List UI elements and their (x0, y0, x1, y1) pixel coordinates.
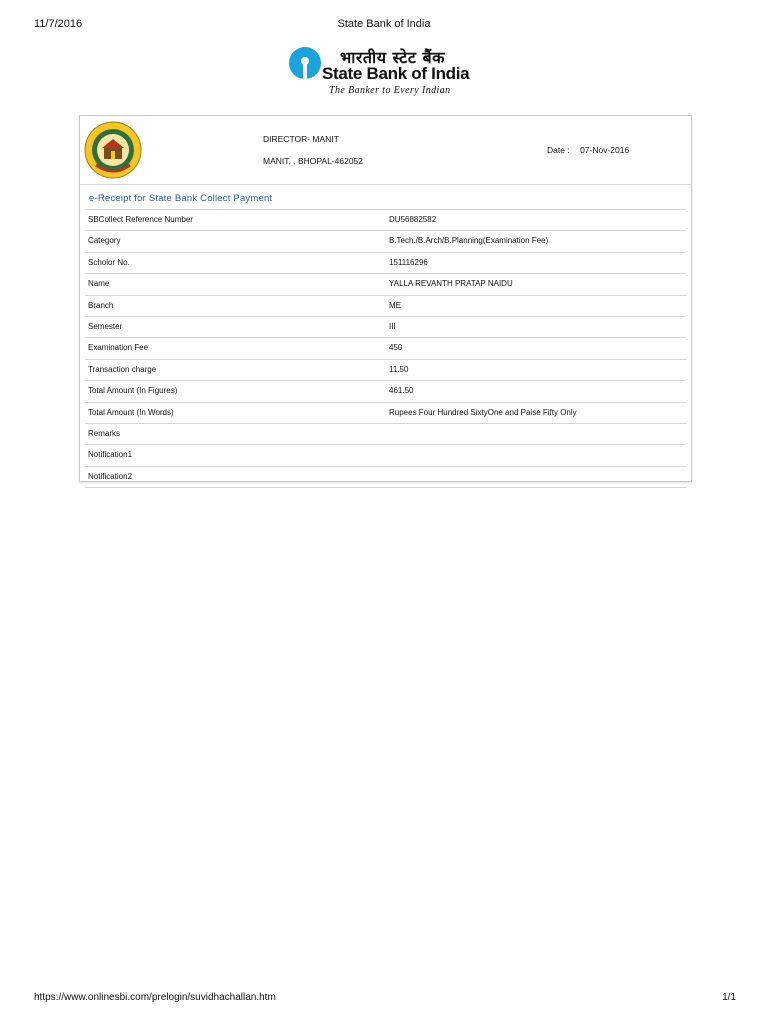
field-label: Branch (88, 300, 114, 310)
field-value: 461.50 (389, 386, 414, 396)
sbi-keyhole-icon (288, 46, 322, 80)
field-label: Name (88, 279, 110, 289)
print-footer-url: https://www.onlinesbi.com/prelogin/suvidhachallan.htm (34, 992, 276, 1003)
payee-name: DIRECTOR- MANIT (263, 134, 339, 144)
print-page-title: State Bank of India (337, 18, 431, 30)
field-label: Transaction charge (88, 364, 157, 374)
print-page-number: 1/1 (722, 992, 736, 1003)
field-value: ME (389, 300, 401, 310)
field-value: B.Tech./B.Arch/B.Planning(Examination Fee) (389, 236, 549, 246)
table-row (85, 209, 686, 230)
receipt-fields-table (85, 209, 686, 488)
table-row (85, 273, 686, 294)
field-value: 151116296 (389, 257, 428, 267)
field-label: Semester (88, 321, 123, 331)
table-row (85, 359, 686, 380)
institute-emblem-icon (84, 121, 142, 179)
date-label: Date : (547, 145, 570, 155)
field-label: Total Amount (In Words) (88, 407, 174, 417)
table-row (85, 402, 686, 423)
header-divider (80, 184, 691, 185)
table-row (85, 380, 686, 401)
sbi-hindi-name: भारतीय स्टेट बैंक (340, 48, 445, 67)
sbi-english-name: State Bank of India (322, 64, 470, 83)
field-label: Category (88, 236, 121, 246)
field-value: III (389, 321, 396, 331)
receipt-date (547, 145, 637, 155)
receipt-title: e-Receipt for State Bank Collect Payment (89, 193, 273, 204)
field-value: YALLA REVANTH PRATAP NAIDU (389, 279, 513, 289)
field-label: Remarks (88, 428, 121, 438)
table-row (85, 466, 686, 488)
field-label: Notification1 (88, 450, 133, 460)
field-label: Scholor No. (88, 257, 130, 267)
payee-address: MANIT, , BHOPAL-462052 (263, 156, 363, 166)
date-value: 07-Nov-2016 (580, 145, 630, 155)
field-label: SBCollect Reference Number (88, 215, 193, 224)
table-row (85, 252, 686, 273)
table-row (85, 316, 686, 337)
print-date: 11/7/2016 (34, 18, 83, 30)
field-label: Examination Fee (88, 343, 149, 353)
sbi-logo (288, 44, 478, 100)
sbi-tagline: The Banker to Every Indian (329, 85, 451, 96)
field-value: 450 (389, 343, 403, 353)
field-label: Notification2 (88, 471, 133, 481)
table-row (85, 444, 686, 465)
table-row (85, 295, 686, 316)
field-value: Rupees Four Hundred SixtyOne and Paise Fifty Only (389, 407, 577, 417)
table-row (85, 230, 686, 251)
field-value: DU56882582 (389, 215, 437, 224)
field-value: 11.50 (389, 364, 409, 374)
table-row (85, 337, 686, 358)
table-row (85, 423, 686, 444)
field-label: Total Amount (In Figures) (88, 386, 178, 396)
receipt-card (79, 115, 692, 482)
